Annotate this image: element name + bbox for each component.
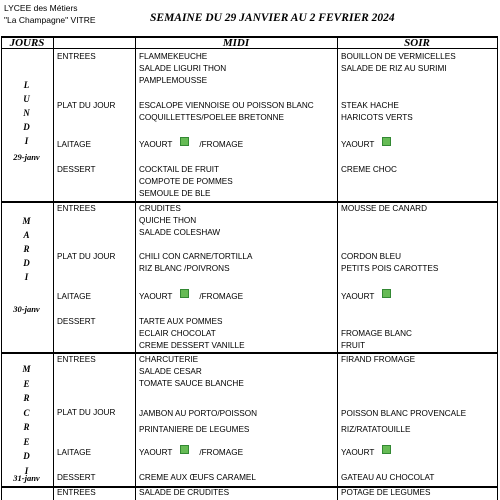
midi-laitage [139,291,243,303]
day-name-vertical [1,362,52,478]
soir-plat [341,251,438,275]
dish: QUICHE THON [139,216,197,225]
dish: ECLAIR CHOCOLAT [139,329,216,338]
row-label-entrees: ENTREES [57,488,96,497]
day-letter: C [23,407,30,418]
leaf-icon [382,137,391,146]
dish: RIZ/RATATOUILLE [341,425,411,434]
day-date: 30-janv [13,304,40,314]
day-letter: I [24,272,29,282]
row-label-dessert: DESSERT [57,473,96,482]
dish: /FROMAGE [199,448,244,457]
day-letter: N [23,108,30,118]
row-label-dessert: DESSERT [57,165,96,174]
dish: /FROMAGE [199,140,244,149]
day-letter: D [23,258,30,268]
soir-plat [341,100,413,124]
dish: FLAMMEKEUCHE [139,52,208,61]
row-label-dessert: DESSERT [57,317,96,326]
school-name [4,2,96,26]
dish: RIZ BLANC /POIVRONS [139,264,230,273]
midi-plat [139,100,314,124]
day-name-vertical [1,78,52,148]
school-line-1: LYCEE des Métiers [4,3,78,13]
dish: CHILI CON CARNE/TORTILLA [139,252,253,261]
day-letter: D [23,122,30,132]
dish: SALADE LIGURI THON [139,64,227,73]
dish: FIRAND FROMAGE [341,355,416,364]
soir-laitage [341,291,397,303]
soir-entrees [341,354,415,366]
dish: COCKTAIL DE FRUIT [139,165,220,174]
midi-entrees [139,203,220,239]
dish: COQUILLETTES/POELEE BRETONNE [139,113,284,122]
row-label-entrees: ENTREES [57,355,96,364]
soir-plat [341,407,466,437]
dish: HARICOTS VERTS [341,113,413,122]
dish: POTAGE DE LEGUMES [341,488,431,497]
dish: MOUSSE DE CANARD [341,204,427,213]
day-letter: M [22,216,31,226]
midi-entrees [139,487,229,499]
school-line-2: "La Champagne" VITRE [4,15,96,25]
column-header-midi: MIDI [222,37,250,49]
dish: YAOURT [341,140,375,149]
day-letter: R [23,422,30,432]
dish: PETITS POIS CAROTTES [341,264,439,273]
column-header-soir: SOIR [404,37,430,49]
dish: PAMPLEMOUSSE [139,76,208,85]
dish: ESCALOPE VIENNOISE OU POISSON BLANC [139,101,314,110]
row-label-plat: PLAT DU JOUR [57,101,116,110]
dish: BOUILLON DE VERMICELLES [341,52,456,61]
dish: YAOURT [341,292,375,301]
dish: CHARCUTERIE [139,355,199,364]
leaf-icon [180,137,189,146]
day-date: 29-janv [13,152,40,162]
page-title: SEMAINE DU 29 JANVIER AU 2 FEVRIER 2024 [150,12,395,24]
row-label-plat: PLAT DU JOUR [57,252,116,261]
midi-plat [139,407,257,437]
dish: GATEAU AU CHOCOLAT [341,473,435,482]
dish: STEAK HACHE [341,101,399,110]
dish: FRUIT [341,341,366,350]
dish: CREME CHOC [341,165,397,174]
midi-entrees [139,51,226,87]
dish: POISSON BLANC PROVENCALE [341,409,467,418]
menu-table [1,36,498,500]
row-label-laitage: LAITAGE [57,140,91,149]
row-label-plat: PLAT DU JOUR [57,408,116,417]
midi-dessert [139,316,245,352]
day-letter: I [24,465,29,476]
soir-entrees [341,487,430,499]
day-letter: U [23,94,30,104]
midi-entrees [139,354,244,390]
dish: CORDON BLEU [341,252,402,261]
leaf-icon [180,445,189,454]
dish: CREME AUX ŒUFS CARAMEL [139,473,256,482]
dish: TARTE AUX POMMES [139,317,223,326]
leaf-icon [382,445,391,454]
dish: TOMATE SAUCE BLANCHE [139,379,244,388]
day-letter: D [23,451,30,461]
midi-laitage [139,139,243,151]
day-letter: E [23,436,30,447]
day-letter: M [22,364,31,374]
midi-laitage [139,447,243,459]
midi-dessert [139,164,233,200]
soir-entrees [341,51,456,75]
leaf-icon [180,289,189,298]
soir-dessert [341,328,412,352]
dish: YAOURT [139,140,173,149]
dish: SALADE DE CRUDITES [139,488,230,497]
midi-plat [139,251,252,275]
day-letter: A [23,230,30,240]
day-letter: I [24,136,29,146]
row-label-entrees: ENTREES [57,204,96,213]
dish: YAOURT [139,292,173,301]
soir-entrees [341,203,427,215]
dish: YAOURT [139,448,173,457]
day-letter: L [23,80,30,90]
day-date: 31-janv [13,473,40,483]
day-name-vertical [1,214,52,284]
dish: SEMOULE DE BLE [139,189,211,198]
dish: CREME DESSERT VANILLE [139,341,245,350]
dish: JAMBON AU PORTO/POISSON [139,409,257,418]
dish: COMPOTE DE POMMES [139,177,233,186]
day-letter: E [23,378,30,389]
dish: CRUDITES [139,204,181,213]
row-label-entrees: ENTREES [57,52,96,61]
dish: FROMAGE BLANC [341,329,412,338]
day-letter: R [23,244,30,254]
dish: YAOURT [341,448,375,457]
dish: SALADE CESAR [139,367,202,376]
dish: SALADE DE RIZ AU SURIMI [341,64,447,73]
row-label-laitage: LAITAGE [57,292,91,301]
row-label-laitage: LAITAGE [57,448,91,457]
soir-dessert [341,164,397,176]
leaf-icon [382,289,391,298]
dish: SALADE COLESHAW [139,228,221,237]
day-letter: R [23,393,30,403]
dish: PRINTANIERE DE LEGUMES [139,425,250,434]
soir-dessert [341,472,434,484]
soir-laitage [341,447,397,459]
column-header-jours: JOURS [9,37,45,49]
midi-dessert [139,472,256,484]
dish: /FROMAGE [199,292,244,301]
soir-laitage [341,139,397,151]
